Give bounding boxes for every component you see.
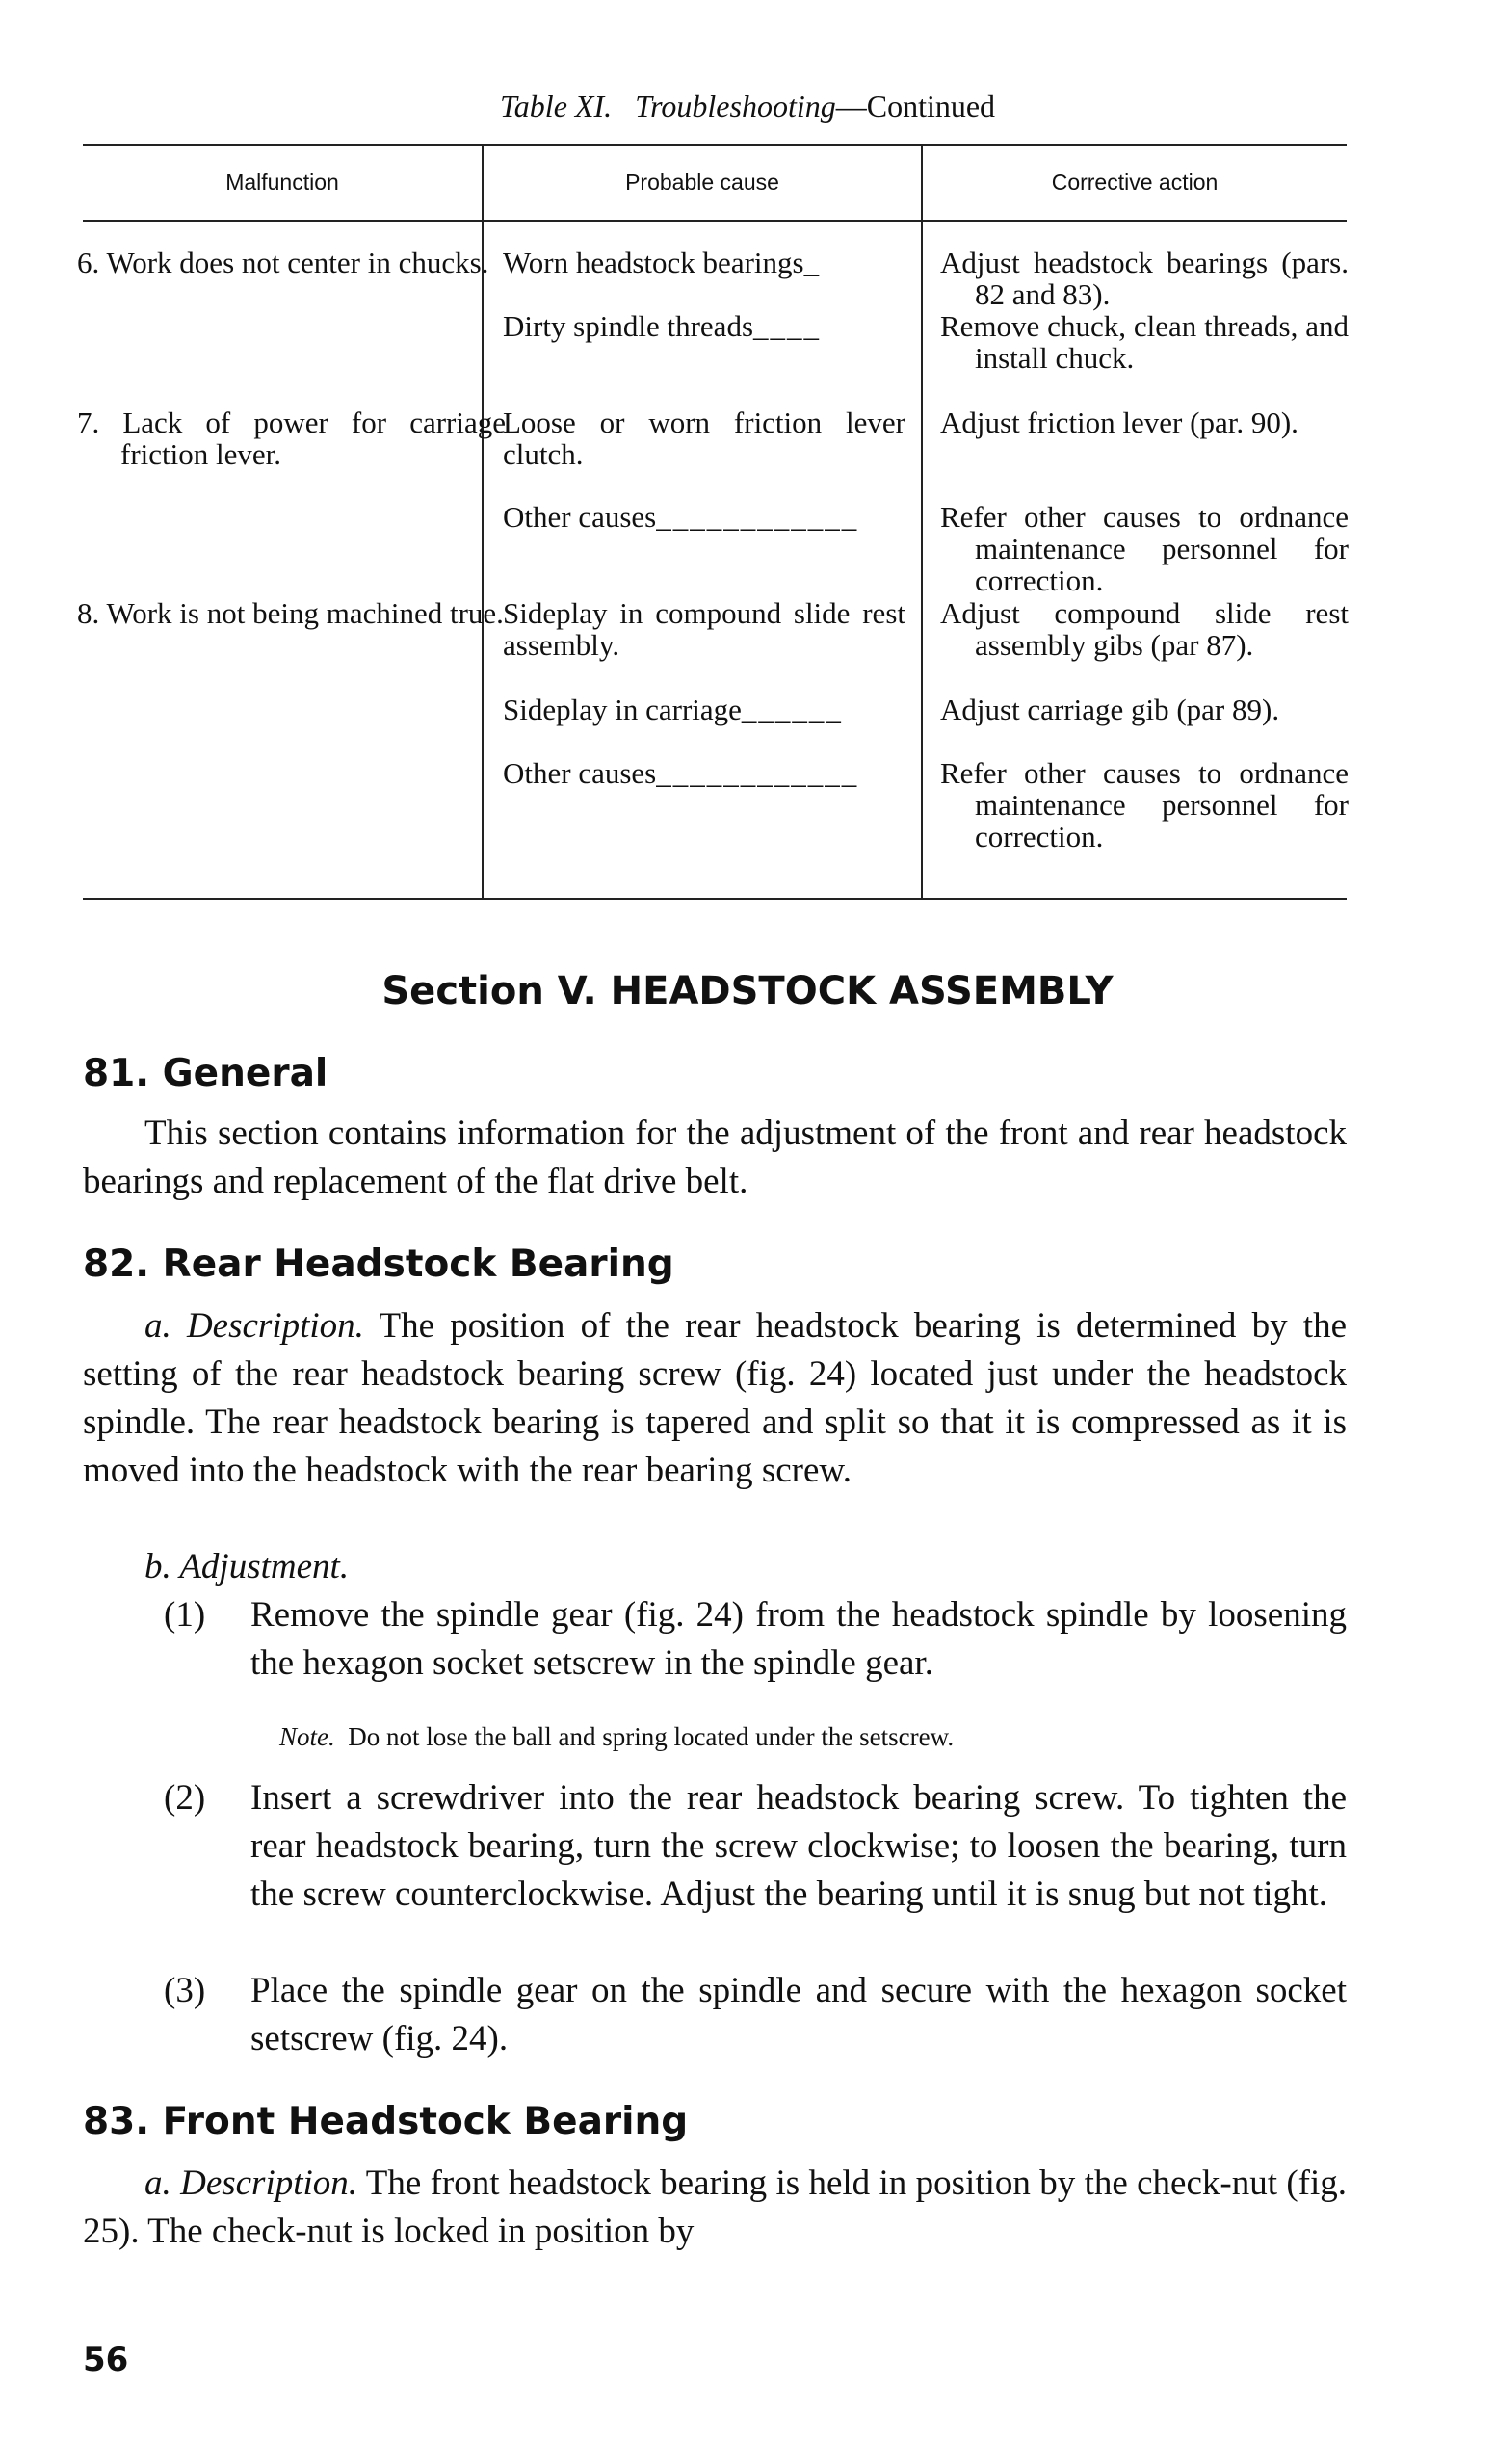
- table-row-8-action-1: [940, 597, 1349, 661]
- step-2: [164, 1774, 1347, 1919]
- table-row-6-cause-2: [503, 310, 905, 342]
- table-row-6-malfunction: [77, 247, 506, 278]
- header-probable-cause: Probable cause: [625, 170, 779, 195]
- malfunction-text: Work does not center in chucks.: [106, 246, 489, 279]
- row-number: 6.: [77, 246, 100, 279]
- paragraph-81: This section contains information for the adjustment of the front and rear headstock bearings and replacement of the flat drive belt.: [83, 1114, 1347, 1201]
- action-text: Adjust compound slide rest assembly gibs (par 87).: [940, 596, 1349, 662]
- step-text: Place the spindle gear on the spindle and secure with the hexagon socket setscrew (fig. 24).: [250, 1971, 1347, 2058]
- table-row-6-action-1: [940, 247, 1349, 310]
- step-1: [164, 1591, 1347, 1688]
- cause-text: Dirty spindle threads: [503, 309, 754, 343]
- malfunction-text: Work is not being machined true.: [106, 596, 504, 630]
- step-text: Remove the spindle gear (fig. 24) from the headstock spindle by loosening the hexagon socket setscrew in the spindle gear.: [250, 1595, 1347, 1683]
- row-number: 8.: [77, 596, 100, 630]
- caption-title: Troubleshooting: [635, 89, 836, 123]
- table-top-rule: [83, 144, 1347, 146]
- caption-table-number: Table XI.: [499, 89, 613, 123]
- table-row-8-action-2: [940, 694, 1349, 725]
- step-label: (1): [164, 1595, 206, 1635]
- header-malfunction: Malfunction: [225, 170, 339, 195]
- action-text: Adjust carriage gib (par 89).: [940, 693, 1280, 726]
- paragraph-82a-text: The position of the rear headstock bearing is determined by the setting of the rear headstock bearing screw (fig. 24) located just under the headstock spindle. The rear headstock bearing is tapered and split so that it is compressed as it is moved into the headstock with the rear bearing screw.: [83, 1306, 1347, 1490]
- action-text: Adjust friction lever (par. 90).: [940, 406, 1298, 439]
- cause-text: Loose or worn friction lever clutch.: [503, 406, 905, 471]
- page-number: 56: [83, 2341, 129, 2379]
- table-bottom-rule: [83, 898, 1347, 900]
- table-row-6-action-2: [940, 310, 1349, 374]
- note: [279, 1720, 1347, 1753]
- step-label: (3): [164, 1971, 206, 2010]
- paragraph-82b: [83, 1543, 1347, 1591]
- heading-83-front-headstock-bearing: 83. Front Headstock Bearing: [83, 2100, 689, 2143]
- table-row-8-action-3: [940, 757, 1349, 852]
- leader-dots: ____________: [656, 500, 859, 534]
- table-row-8-cause-2: [503, 694, 905, 725]
- note-text: Do not lose the ball and spring located under the setscrew.: [348, 1722, 955, 1751]
- heading-82-rear-headstock-bearing: 82. Rear Headstock Bearing: [83, 1243, 674, 1286]
- heading-81-general: 81. General: [83, 1052, 328, 1095]
- table-row-8-cause-1: [503, 597, 905, 661]
- table-row-8-malfunction: [77, 597, 506, 629]
- action-text: Adjust headstock bearings (pars. 82 and 83).: [940, 246, 1349, 311]
- cause-text: Worn headstock bearings: [503, 246, 804, 279]
- cause-text: Sideplay in compound slide rest assembly.: [503, 596, 905, 662]
- header-corrective-action: Corrective action: [1051, 170, 1219, 195]
- table-row-7-malfunction: [77, 406, 506, 470]
- paragraph-83a-text: The front headstock bearing is held in position by the check-nut (fig. 25). The check-nut is locked in position by: [83, 2163, 1347, 2251]
- cause-text: Other causes: [503, 756, 657, 790]
- table-column-divider-2: [921, 144, 923, 898]
- paragraph-83a: [83, 2160, 1347, 2256]
- row-number: 7.: [77, 406, 100, 439]
- leader-dots: ______: [741, 693, 843, 726]
- note-label: Note.: [279, 1722, 335, 1751]
- action-text: Refer other causes to ordnance maintenance personnel for correction.: [940, 756, 1349, 853]
- action-text: Remove chuck, clean threads, and install chuck.: [940, 309, 1349, 375]
- caption-continued: —Continued: [835, 89, 996, 123]
- table-row-8-cause-3: [503, 757, 905, 789]
- table-row-7-cause-1: [503, 406, 905, 470]
- subhead-description: a. Description.: [144, 1306, 364, 1346]
- table-row-7-cause-2: [503, 501, 905, 533]
- cause-text: Sideplay in carriage: [503, 693, 742, 726]
- step-3: [164, 1967, 1347, 2063]
- table-header-rule: [83, 220, 1347, 222]
- table-row-6-cause-1: [503, 247, 905, 278]
- table-row-7-action-1: [940, 406, 1349, 438]
- subhead-adjustment: b. Adjustment.: [144, 1547, 350, 1586]
- malfunction-text: Lack of power for carriage friction lever.: [120, 406, 506, 471]
- paragraph-82a: [83, 1302, 1347, 1495]
- leader-dots: ____________: [656, 756, 859, 790]
- leader-dots: ____: [753, 309, 822, 343]
- table-caption: [0, 89, 1495, 124]
- cause-text: Other causes: [503, 500, 657, 534]
- subhead-description: a. Description.: [144, 2163, 358, 2203]
- section-title: Section V. HEADSTOCK ASSEMBLY: [381, 969, 1114, 1013]
- table-row-7-action-2: [940, 501, 1349, 596]
- step-label: (2): [164, 1778, 206, 1818]
- leader-dots: _: [803, 246, 822, 279]
- step-text: Insert a screwdriver into the rear headstock bearing screw. To tighten the rear headstock bearing, turn the screw clockwise; to loosen the bearing, turn the screw counterclockwise. Adjust the bearing until it is snug but not tight.: [250, 1778, 1347, 1914]
- action-text: Refer other causes to ordnance maintenance personnel for correction.: [940, 500, 1349, 597]
